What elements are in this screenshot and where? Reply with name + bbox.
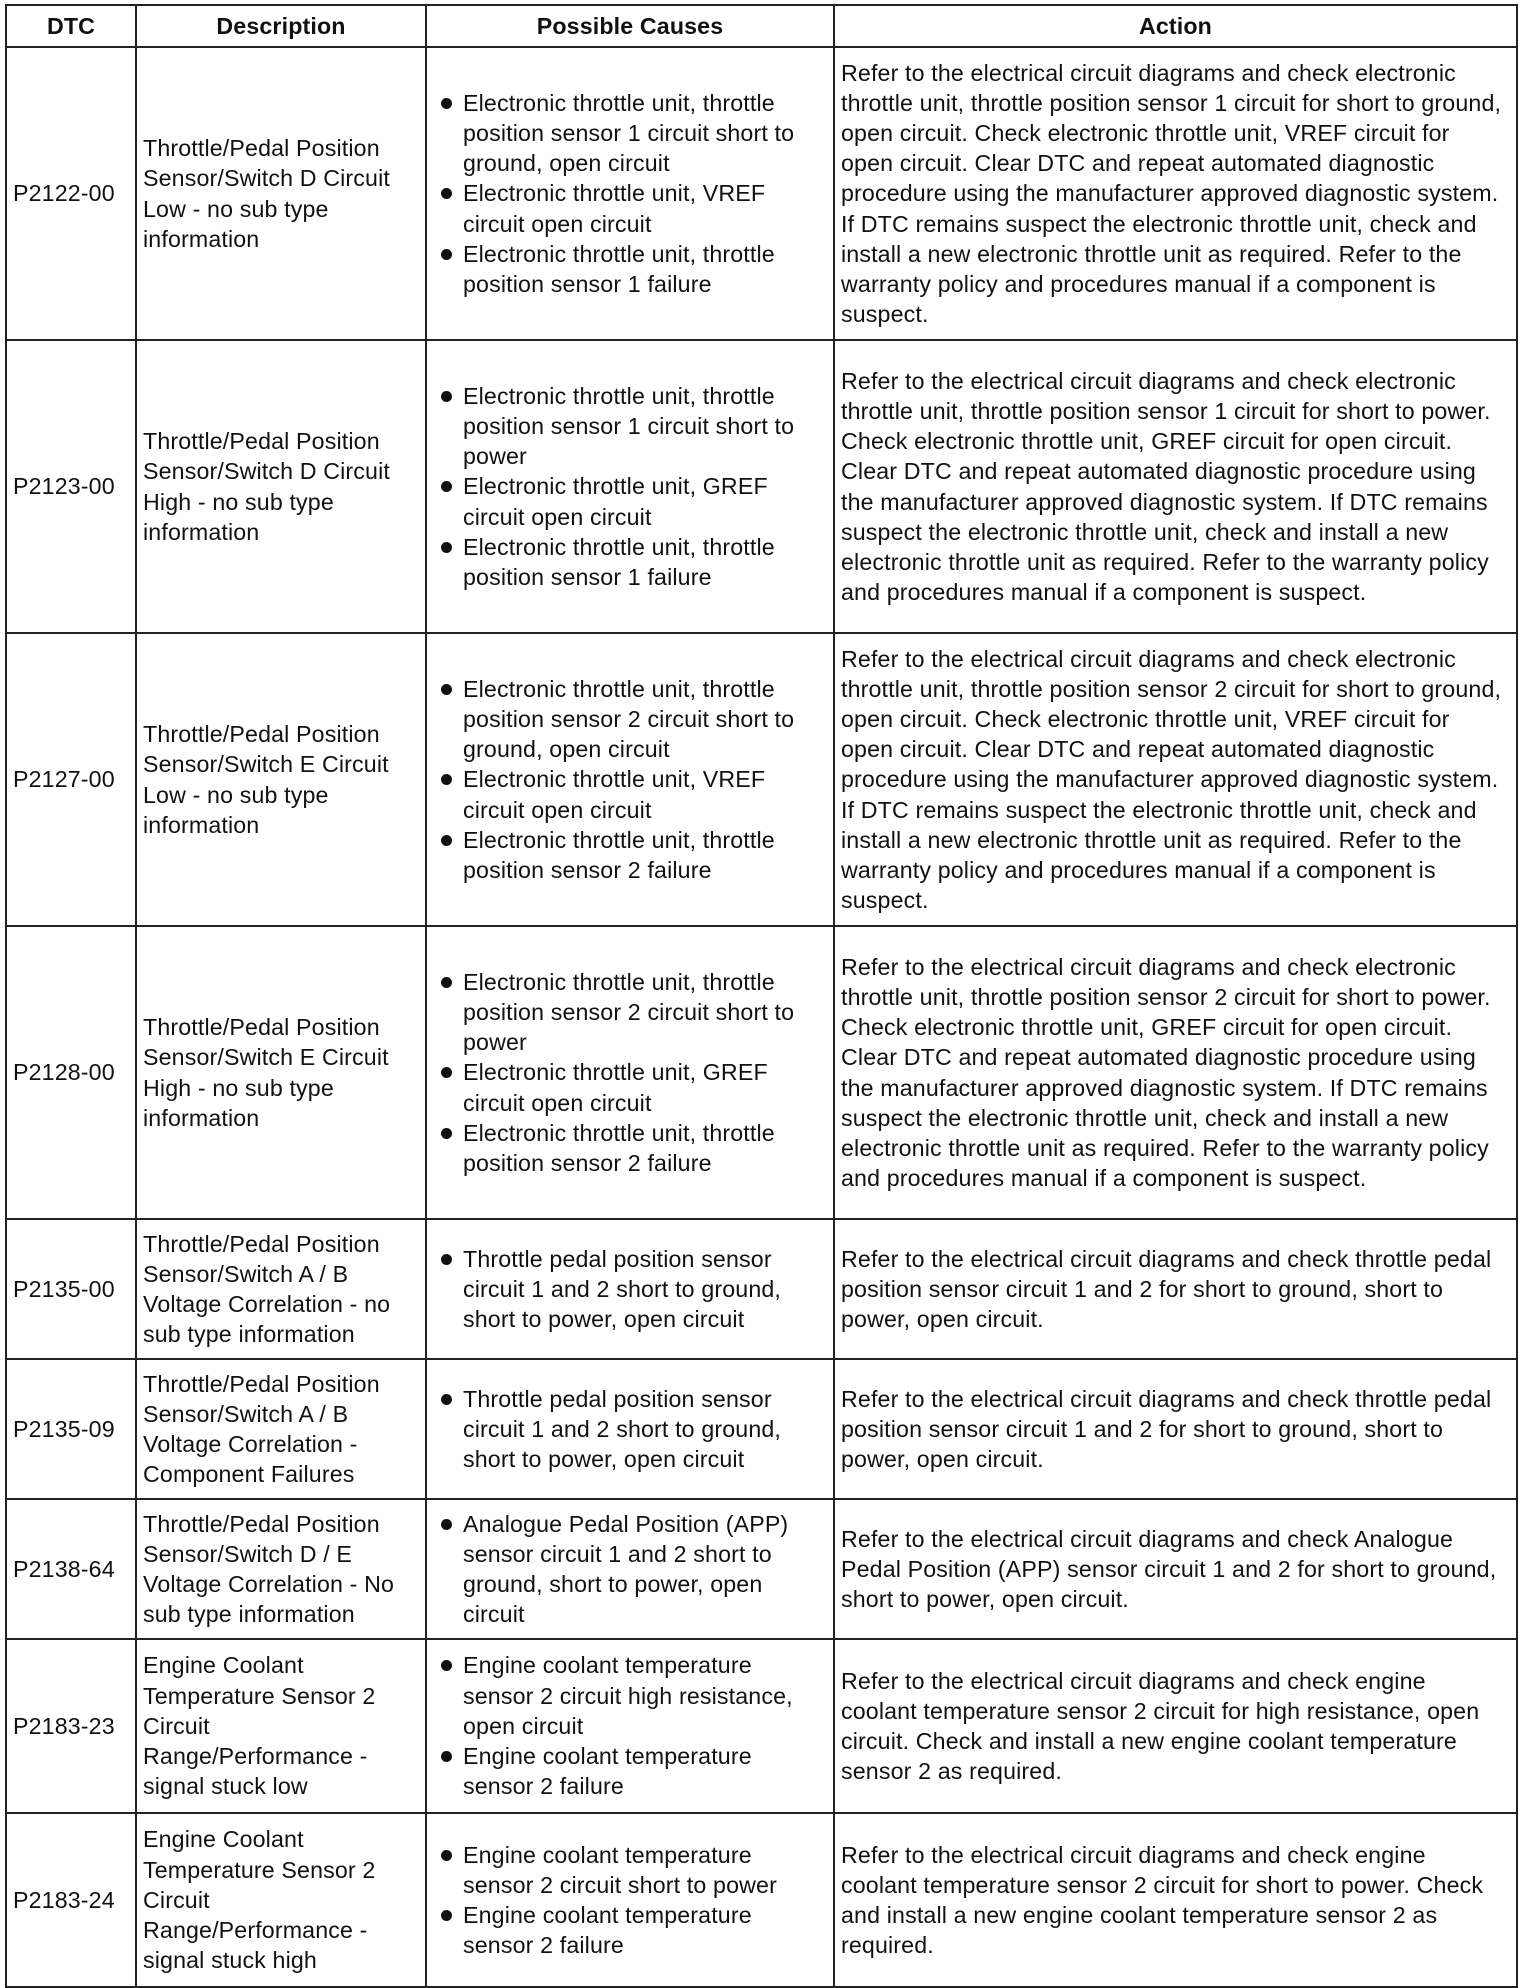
action-cell: Refer to the electrical circuit diagrams and check Analogue Pedal Position (APP) sensor circuit 1 and 2 for short to ground, short to power, open circuit. <box>834 1499 1517 1639</box>
cause-item: Engine coolant temperature sensor 2 failure <box>433 1741 823 1801</box>
possible-causes-cell <box>426 340 834 633</box>
cause-item: Engine coolant temperature sensor 2 failure <box>433 1900 823 1960</box>
cause-item: Electronic throttle unit, GREF circuit open circuit <box>433 471 823 531</box>
table-row <box>6 1359 1517 1499</box>
action-cell: Refer to the electrical circuit diagrams and check throttle pedal position sensor circuit 1 and 2 for short to ground, short to power, open circuit. <box>834 1219 1517 1359</box>
table-row <box>6 1499 1517 1639</box>
cause-item: Electronic throttle unit, throttle position sensor 1 failure <box>433 239 823 299</box>
causes-list <box>433 967 827 1178</box>
table-row <box>6 1639 1517 1813</box>
description-cell: Throttle/Pedal Position Sensor/Switch E Circuit Low - no sub type information <box>136 633 426 926</box>
description-cell: Throttle/Pedal Position Sensor/Switch A / B Voltage Correlation - no sub type information <box>136 1219 426 1359</box>
table-row <box>6 1219 1517 1359</box>
cause-item: Electronic throttle unit, throttle position sensor 2 failure <box>433 825 823 885</box>
action-cell: Refer to the electrical circuit diagrams and check electronic throttle unit, throttle position sensor 2 circuit for short to power. Check electronic throttle unit, GREF circuit for open circuit. Clear DTC and repeat automated diagnostic procedure using the manufacturer approved diagnostic system. If DTC remains suspect the electronic throttle unit, check and install a new electronic throttle unit as required. Refer to the warranty policy and procedures manual if a component is suspect. <box>834 926 1517 1219</box>
causes-list <box>433 381 827 592</box>
dtc-code-cell: P2183-23 <box>6 1639 136 1813</box>
cause-item: Analogue Pedal Position (APP) sensor circuit 1 and 2 short to ground, short to power, open circuit <box>433 1509 823 1630</box>
description-cell: Engine Coolant Temperature Sensor 2 Circuit Range/Performance - signal stuck low <box>136 1639 426 1813</box>
action-cell: Refer to the electrical circuit diagrams and check throttle pedal position sensor circuit 1 and 2 for short to ground, short to power, open circuit. <box>834 1359 1517 1499</box>
cause-item: Electronic throttle unit, throttle position sensor 1 failure <box>433 532 823 592</box>
header-action: Action <box>834 5 1517 47</box>
possible-causes-cell <box>426 47 834 340</box>
possible-causes-cell <box>426 1219 834 1359</box>
dtc-code-cell: P2123-00 <box>6 340 136 633</box>
dtc-code-cell: P2135-00 <box>6 1219 136 1359</box>
description-cell: Throttle/Pedal Position Sensor/Switch E Circuit High - no sub type information <box>136 926 426 1219</box>
causes-list <box>433 88 827 299</box>
dtc-code-cell: P2135-09 <box>6 1359 136 1499</box>
action-cell: Refer to the electrical circuit diagrams and check electronic throttle unit, throttle position sensor 1 circuit for short to power. Check electronic throttle unit, GREF circuit for open circuit. Clear DTC and repeat automated diagnostic procedure using the manufacturer approved diagnostic system. If DTC remains suspect the electronic throttle unit, check and install a new electronic throttle unit as required. Refer to the warranty policy and procedures manual if a component is suspect. <box>834 340 1517 633</box>
cause-item: Electronic throttle unit, VREF circuit open circuit <box>433 178 823 238</box>
causes-list <box>433 1509 827 1630</box>
causes-list <box>433 674 827 885</box>
table-row <box>6 926 1517 1219</box>
causes-list <box>433 1244 827 1335</box>
cause-item: Electronic throttle unit, throttle position sensor 2 failure <box>433 1118 823 1178</box>
description-cell: Throttle/Pedal Position Sensor/Switch D Circuit High - no sub type information <box>136 340 426 633</box>
dtc-code-cell: P2127-00 <box>6 633 136 926</box>
dtc-table <box>5 4 1518 1988</box>
causes-list <box>433 1650 827 1801</box>
description-cell: Throttle/Pedal Position Sensor/Switch A / B Voltage Correlation - Component Failures <box>136 1359 426 1499</box>
header-description: Description <box>136 5 426 47</box>
possible-causes-cell <box>426 1499 834 1639</box>
table-row <box>6 340 1517 633</box>
cause-item: Electronic throttle unit, throttle position sensor 1 circuit short to ground, open circuit <box>433 88 823 179</box>
cause-item: Electronic throttle unit, throttle position sensor 2 circuit short to power <box>433 967 823 1058</box>
cause-item: Throttle pedal position sensor circuit 1 and 2 short to ground, short to power, open circuit <box>433 1384 823 1475</box>
action-cell: Refer to the electrical circuit diagrams and check electronic throttle unit, throttle position sensor 1 circuit for short to ground, open circuit. Check electronic throttle unit, VREF circuit for open circuit. Clear DTC and repeat automated diagnostic procedure using the manufacturer approved diagnostic system. If DTC remains suspect the electronic throttle unit, check and install a new electronic throttle unit as required. Refer to the warranty policy and procedures manual if a component is suspect. <box>834 47 1517 340</box>
cause-item: Electronic throttle unit, throttle position sensor 1 circuit short to power <box>433 381 823 472</box>
dtc-code-cell: P2183-24 <box>6 1813 136 1987</box>
header-possible-causes: Possible Causes <box>426 5 834 47</box>
possible-causes-cell <box>426 926 834 1219</box>
table-row <box>6 47 1517 340</box>
table-body <box>6 47 1517 1987</box>
action-cell: Refer to the electrical circuit diagrams and check engine coolant temperature sensor 2 circuit for short to power. Check and install a new engine coolant temperature sensor 2 as required. <box>834 1813 1517 1987</box>
dtc-code-cell: P2128-00 <box>6 926 136 1219</box>
description-cell: Engine Coolant Temperature Sensor 2 Circuit Range/Performance - signal stuck high <box>136 1813 426 1987</box>
header-dtc: DTC <box>6 5 136 47</box>
action-cell: Refer to the electrical circuit diagrams and check electronic throttle unit, throttle position sensor 2 circuit for short to ground, open circuit. Check electronic throttle unit, VREF circuit for open circuit. Clear DTC and repeat automated diagnostic procedure using the manufacturer approved diagnostic system. If DTC remains suspect the electronic throttle unit, check and install a new electronic throttle unit as required. Refer to the warranty policy and procedures manual if a component is suspect. <box>834 633 1517 926</box>
dtc-code-cell: P2138-64 <box>6 1499 136 1639</box>
causes-list <box>433 1840 827 1961</box>
possible-causes-cell <box>426 1639 834 1813</box>
possible-causes-cell <box>426 633 834 926</box>
cause-item: Engine coolant temperature sensor 2 circuit high resistance, open circuit <box>433 1650 823 1741</box>
description-cell: Throttle/Pedal Position Sensor/Switch D Circuit Low - no sub type information <box>136 47 426 340</box>
cause-item: Electronic throttle unit, throttle position sensor 2 circuit short to ground, open circuit <box>433 674 823 765</box>
causes-list <box>433 1384 827 1475</box>
cause-item: Electronic throttle unit, GREF circuit open circuit <box>433 1057 823 1117</box>
table-row <box>6 633 1517 926</box>
table-row <box>6 1813 1517 1987</box>
cause-item: Engine coolant temperature sensor 2 circuit short to power <box>433 1840 823 1900</box>
description-cell: Throttle/Pedal Position Sensor/Switch D / E Voltage Correlation - No sub type information <box>136 1499 426 1639</box>
action-cell: Refer to the electrical circuit diagrams and check engine coolant temperature sensor 2 circuit for high resistance, open circuit. Check and install a new engine coolant temperature sensor 2 as required. <box>834 1639 1517 1813</box>
cause-item: Electronic throttle unit, VREF circuit open circuit <box>433 764 823 824</box>
possible-causes-cell <box>426 1359 834 1499</box>
possible-causes-cell <box>426 1813 834 1987</box>
cause-item: Throttle pedal position sensor circuit 1 and 2 short to ground, short to power, open circuit <box>433 1244 823 1335</box>
table-header-row <box>6 5 1517 47</box>
dtc-code-cell: P2122-00 <box>6 47 136 340</box>
